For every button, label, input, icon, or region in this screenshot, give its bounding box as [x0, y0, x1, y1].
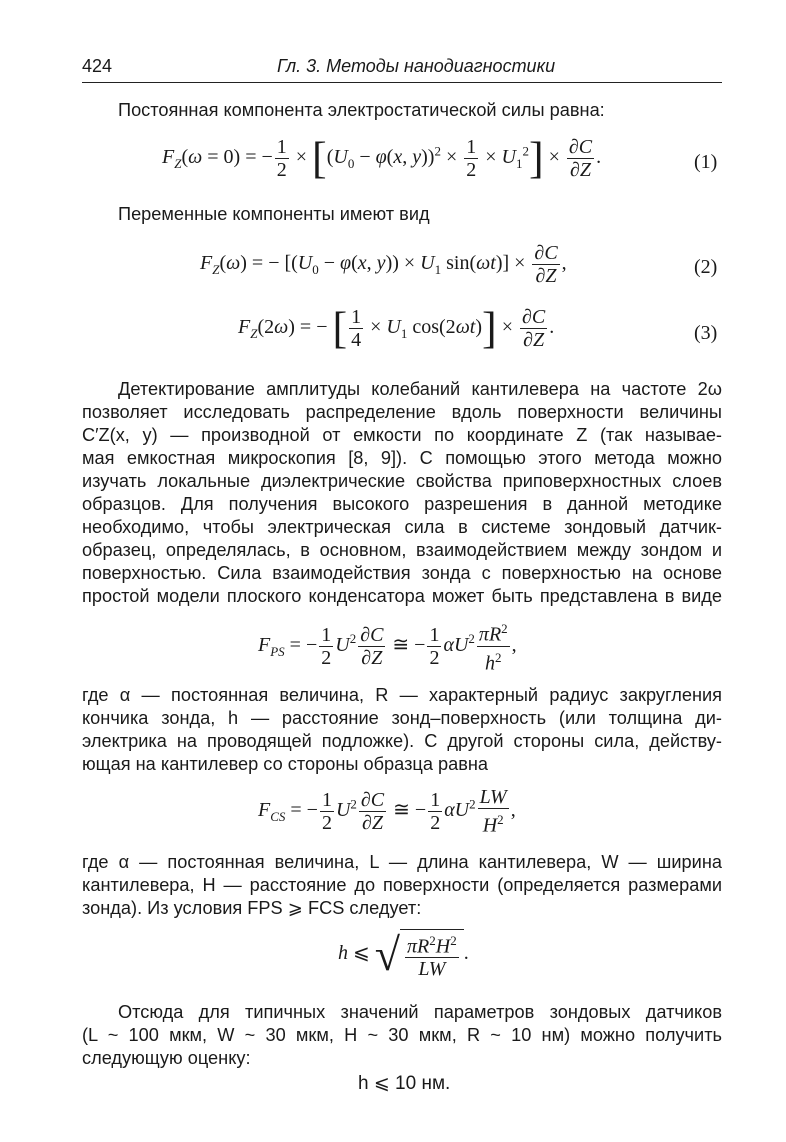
paragraph-2-line: ющая на кантилевер со стороны образца равна: [82, 754, 489, 774]
paragraph-1-line: позволяет исследовать распределение вдоль поверхности величины: [82, 402, 722, 422]
paragraph-4-line: Отсюда для типичных значений параметров зондовых датчиков: [118, 1002, 722, 1022]
equation-fps: $F_{PS}$ = − $\frac{1}{2}$ $U^2$ $\frac{\partial C}{\partial Z}$ ≅ − $\frac{1}{2}$ $\alpha U^2$ $\frac{\pi R^2}{h^2}$ ,: [258, 618, 517, 674]
paragraph-4-line: следующую оценку:: [82, 1048, 251, 1068]
paragraph-2-line: где α — постоянная величина, R — характерный радиус закругления: [82, 685, 722, 705]
paragraph-1-line: мая емкостная микроскопия [8, 9]). С помощью этого метода можно: [82, 448, 722, 468]
paragraph-1-line: C′Z(x, y) — производной от емкости по координате Z (так называе-: [82, 425, 722, 445]
equation-number-1: (1): [694, 151, 718, 173]
chapter-title: Гл. 3. Методы нанодиагностики: [277, 56, 556, 76]
paragraph-1-line: поверхностью. Сила взаимодействия зонда с поверхностью на основе: [82, 563, 722, 583]
equation-h-bound: h ⩽ √ $\frac{\pi R^2H^2}{LW}$ .: [338, 929, 469, 981]
paragraph-1-line: необходимо, чтобы электрическая сила в системе зондовый датчик-: [82, 517, 722, 537]
intro-variable: Переменные компоненты имеют вид: [118, 204, 430, 224]
paragraph-1-line: простой модели плоского конденсатора может быть представлена в виде: [82, 586, 722, 606]
paragraph-3-line: зонда). Из условия FPS ⩾ FCS следует:: [82, 898, 422, 918]
paragraph-1-line: образцов. Для получения высокого разрешения в данной методике: [82, 494, 722, 514]
equation-number-3: (3): [694, 322, 718, 344]
paragraph-2-line: электрика на проводящей подложке). С другой стороны сила, действу-: [82, 731, 722, 751]
paragraph-1-line: Детектирование амплитуды колебаний кантилевера на частоте 2ω: [118, 379, 722, 399]
equation-2: $F_Z(\omega)$ = − [($U_0 - \varphi(x$, $y)) \times U_1$ sin(ωt)] × $\frac{\partial C}{\partial Z}$ ,: [200, 242, 567, 287]
equation-fcs: $F_{CS}$ = − $\frac{1}{2}$ $U^2$ $\frac{\partial C}{\partial Z}$ ≅ − $\frac{1}{2}$ $\alpha U^2$ $\frac{LW}{H^2}$ ,: [258, 786, 516, 837]
running-header: [82, 54, 722, 83]
page-number: 424: [82, 56, 113, 76]
equation-1: $F_Z(\omega = 0)$ = − $\frac{1}{2}$ × [($U_0 - \varphi(x$, y))$^2$ × $\frac{1}{2}$ × $U_1^2$] × $\frac{\partial C}{\partial Z}$ .: [162, 133, 602, 183]
paragraph-1-line: образец, определялась, в основном, взаимодействием между зондом и: [82, 540, 722, 560]
final-estimate: h ⩽ 10 нм.: [358, 1073, 451, 1094]
paragraph-4-line: (L ~ 100 мкм, W ~ 30 мкм, H ~ 30 мкм, R ~ 10 нм) можно получить: [82, 1025, 722, 1045]
paragraph-1-line: изучать локальные диэлектрические свойства приповерхностных слоев: [82, 471, 722, 491]
paragraph-3-line: где α — постоянная величина, L — длина кантилевера, W — ширина: [82, 852, 722, 872]
paragraph-3-line: кантилевера, H — расстояние до поверхности (определяется размерами: [82, 875, 722, 895]
equation-3: $F_Z(2\omega)$ = − [ $\frac{1}{4}$ × $U_1$ cos(2ωt)] × $\frac{\partial C}{\partial Z}$ .: [238, 303, 555, 353]
intro-static: Постоянная компонента электростатической силы равна:: [118, 100, 605, 120]
paragraph-2-line: кончика зонда, h — расстояние зонд–поверхность (или толщина ди-: [82, 708, 722, 728]
equation-number-2: (2): [694, 256, 718, 278]
